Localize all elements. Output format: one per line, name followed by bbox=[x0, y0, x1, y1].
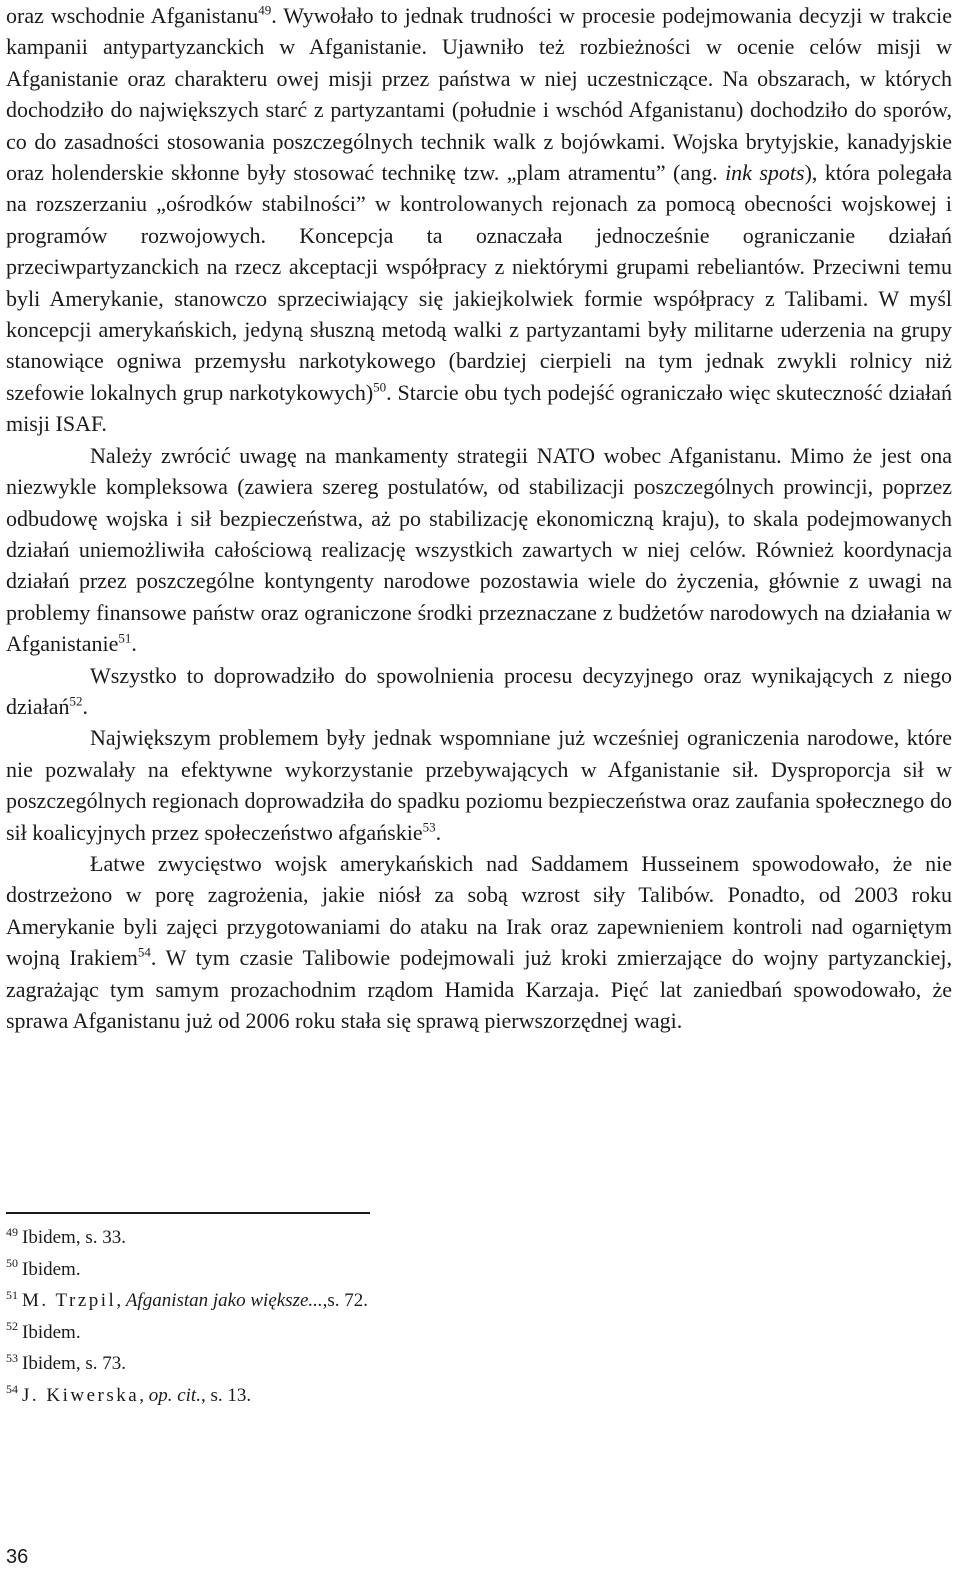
footnote-49 bbox=[6, 1222, 906, 1254]
paragraph-4 bbox=[6, 722, 952, 848]
text-run: . bbox=[82, 693, 89, 719]
text-run: Łatwe zwycięstwo wojsk amerykańskich nad Saddamem Husseinem spowodowało, że nie dostrzeżono w porę zagrożenia, jakie niósł za sobą wzrost siły Talibów. Ponadto, od 2003 roku Amerykanie byli zajęci przygotowaniami do ataku na Irak oraz zapewnieniem kontroli nad ogarniętym wojną Irakiem bbox=[6, 850, 952, 971]
footnote-number: 54 bbox=[6, 1382, 18, 1397]
footnote-ref[interactable]: 51 bbox=[118, 630, 132, 646]
footnote-number: 52 bbox=[6, 1319, 18, 1334]
document-body bbox=[6, 0, 952, 1036]
footnote-text: Ibidem, s. 73. bbox=[22, 1353, 126, 1374]
text-run: Największym problemem były jednak wspomniane już wcześniej ograniczenia narodowe, które nie pozwalały na efektywne wykorzystanie przebywających w Afganistanie sił. Dysproporcja sił w poszczególnych regionach doprowadziła do spadku poziomu bezpieczeństwa oraz zaufania społecznego do sił koalicyjnych przez społeczeństwo afgańskie bbox=[6, 725, 952, 845]
footnote-54 bbox=[6, 1380, 906, 1412]
paragraph-2 bbox=[6, 440, 952, 660]
footnote-ref[interactable]: 54 bbox=[137, 944, 151, 960]
footnote-ref[interactable]: 53 bbox=[422, 819, 436, 835]
footnote-separator-text: , bbox=[139, 1384, 149, 1406]
footnote-text: , s. 13. bbox=[200, 1384, 252, 1406]
footnote-ref[interactable]: 52 bbox=[69, 693, 83, 709]
paragraph-3 bbox=[6, 660, 952, 723]
footnote-number: 50 bbox=[6, 1256, 18, 1271]
footnotes bbox=[6, 1222, 906, 1411]
footnote-number: 49 bbox=[6, 1224, 18, 1239]
footnote-52 bbox=[6, 1317, 906, 1349]
footnote-text: Ibidem, s. 33. bbox=[22, 1227, 126, 1248]
text-run: Wszystko to doprowadziło do spowolnienia procesu decyzyjnego oraz wynikających z niego działań bbox=[6, 662, 952, 719]
paragraph-5 bbox=[6, 848, 952, 1036]
footnote-separator-text: , bbox=[116, 1290, 126, 1311]
text-run: . W tym czasie Talibowie podejmowali już kroki zmierzające do wojny partyzanckiej, zagrażając tym samym prozachodnim rządom Hamida Karzaja. Pięć lat zaniedbań spowodowało, że sprawa Afganistanu już od 2006 roku stała się sprawą pierwszorzędnej wagi. bbox=[6, 945, 953, 1033]
footnote-ref[interactable]: 49 bbox=[258, 2, 272, 18]
footnote-text: ,s. 72. bbox=[322, 1290, 369, 1311]
page-number: 36 bbox=[6, 1546, 29, 1568]
footnote-ref[interactable]: 50 bbox=[373, 379, 387, 395]
footnote-51 bbox=[6, 1285, 906, 1317]
footnote-author: M. Trzpil bbox=[22, 1290, 117, 1311]
footnote-title: op. cit. bbox=[148, 1384, 201, 1406]
footnote-author: J. Kiwerska bbox=[22, 1384, 140, 1406]
text-run: . Wywołało to jednak trudności w procesie podejmowania decyzji w trakcie kampanii antypartyzanckich w Afganistanie. Ujawniło też rozbieżności w ocenie celów misji w Afganistanie oraz charakteru owej misji przez państwa w niej uczestniczące. Na obszarach, w których dochodziło do największych starć z partyzantami (południe i wschód Afganistanu) dochodziło do sporów, co do zasadności stosowania poszczególnych technik walk z bojówkami. Wojska brytyjskie, kanadyjskie oraz holenderskie skłonne były stosować technikę tzw. „plam atramentu” (ang. bbox=[6, 3, 952, 186]
footnote-number: 51 bbox=[6, 1287, 18, 1302]
italic-term: ink spots bbox=[725, 160, 805, 186]
paragraph-1 bbox=[6, 0, 952, 440]
text-run: oraz wschodnie Afganistanu bbox=[6, 3, 259, 28]
text-run: . bbox=[131, 631, 137, 657]
footnote-number: 53 bbox=[6, 1350, 18, 1365]
text-run: Należy zwrócić uwagę na mankamenty strategii NATO wobec Afganistanu. Mimo że jest ona niezwykle kompleksowa (zawiera szereg postulatów, od stabilizacji poszczególnych prowincji, poprzez odbudowę wojska i sił bezpieczeństwa, aż po stabilizację ekonomiczną kraju), to skala podejmowanych działań uniemożliwiła całościową realizację wszystkich zawartych w niej celów. Również koordynacja działań przez poszczególne kontyngenty narodowe pozostawia wiele do życzenia, głównie z uwagi na problemy finansowe państw oraz ograniczone środki przeznaczane z budżetów narodowych na działania w Afganistanie bbox=[6, 442, 952, 657]
footnote-53 bbox=[6, 1348, 906, 1380]
footnote-separator bbox=[6, 1212, 370, 1214]
text-run: . bbox=[435, 819, 442, 845]
text-run: . Starcie obu tych podejść ograniczało więc skuteczność działań misji ISAF. bbox=[6, 379, 952, 437]
footnote-50 bbox=[6, 1254, 906, 1286]
footnote-title: Afganistan jako większe... bbox=[125, 1290, 323, 1311]
text-run: ), która polegała na rozszerzaniu „ośrodków stabilności” w kontrolowanych rejonach za pomocą obecności wojskowej i programów rozwojowych. Koncepcja ta oznaczała jednocześnie ograniczanie działań przeciwpartyzanckich na rzecz akceptacji współpracy z niektórymi grupami rebeliantów. Przeciwni temu byli Amerykanie, stanowczo sprzeciwiający się jakiejkolwiek formie współpracy z Talibami. W myśl koncepcji amerykańskich, jedyną słuszną metodą walki z partyzantami były militarne uderzenia na grupy stanowiące ogniwa przemysłu narkotykowego (bardziej cierpieli na tym jednak zwykli rolnicy niż szefowie lokalnych grup narkotykowych) bbox=[6, 160, 952, 405]
footnote-text: Ibidem. bbox=[22, 1321, 81, 1343]
footnote-text: Ibidem. bbox=[22, 1258, 81, 1280]
